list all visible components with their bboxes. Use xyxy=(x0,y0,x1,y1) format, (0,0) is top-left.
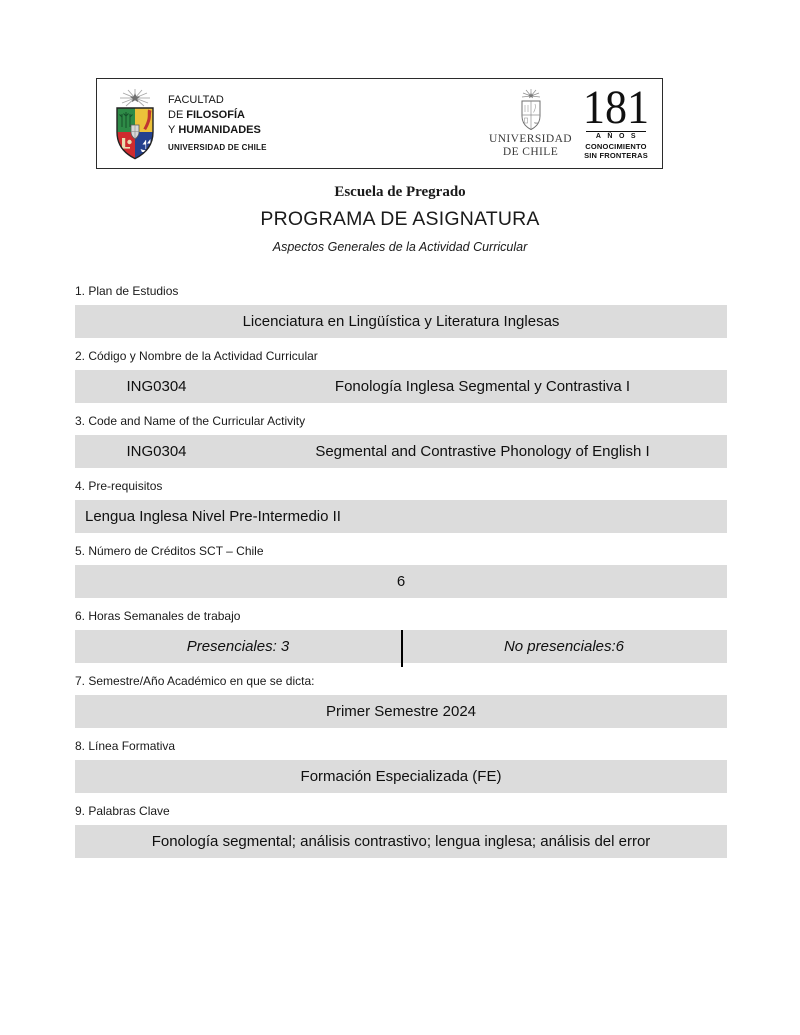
section-codigo-nombre xyxy=(75,348,727,403)
field-value-box xyxy=(75,630,727,663)
faculty-shield-icon xyxy=(111,88,159,160)
section-palabras-clave xyxy=(75,803,727,858)
field-label: 2. Código y Nombre de la Actividad Curricular xyxy=(75,349,318,363)
section-creditos xyxy=(75,543,727,598)
field-value-box xyxy=(75,370,727,403)
years-number: 181 xyxy=(582,80,650,134)
field-label: 7. Semestre/Año Académico en que se dicta: xyxy=(75,674,315,688)
faculty-name-line1: FACULTAD xyxy=(168,93,224,106)
field-label: 3. Code and Name of the Curricular Activity xyxy=(75,414,306,428)
years-label: AÑOS xyxy=(595,132,643,140)
field-label: 4. Pre-requisitos xyxy=(75,479,163,493)
form-sections xyxy=(75,283,727,868)
university-name-line2: DE CHILE xyxy=(502,146,559,158)
section-semestre xyxy=(75,673,727,728)
faculty-name-line3: Y HUMANIDADES xyxy=(168,123,261,136)
column-divider xyxy=(401,630,403,667)
university-logo xyxy=(489,80,650,160)
page-subtitle: Aspectos Generales de la Actividad Curricular xyxy=(272,240,528,254)
field-label: 8. Línea Formativa xyxy=(75,739,176,753)
years-block xyxy=(582,80,650,160)
title-block xyxy=(0,184,800,254)
hours-no-presenciales: No presenciales:6 xyxy=(503,638,625,655)
university-emblem-icon xyxy=(514,88,548,132)
field-value-box: Formación Especializada (FE) xyxy=(75,760,727,793)
section-code-name xyxy=(75,413,727,468)
field-label: 5. Número de Créditos SCT – Chile xyxy=(75,544,264,558)
field-value-box xyxy=(75,435,727,468)
faculty-logo xyxy=(111,88,267,160)
course-name: Fonología Inglesa Segmental y Contrastiva I xyxy=(334,378,631,395)
header-logo-box xyxy=(96,78,663,169)
field-value-box: Lengua Inglesa Nivel Pre-Intermedio II xyxy=(75,500,727,533)
course-code: ING0304 xyxy=(126,443,187,460)
field-label: 9. Palabras Clave xyxy=(75,804,170,818)
field-value-box: Licenciatura en Lingüística y Literatura Inglesas xyxy=(75,305,727,338)
faculty-name-line4: UNIVERSIDAD DE CHILE xyxy=(168,142,267,152)
field-label: 1. Plan de Estudios xyxy=(75,284,179,298)
field-label: 6. Horas Semanales de trabajo xyxy=(75,609,241,623)
field-value-box: 6 xyxy=(75,565,727,598)
faculty-name xyxy=(168,93,267,155)
page-title: PROGRAMA DE ASIGNATURA xyxy=(260,208,540,230)
faculty-name-line2: DE FILOSOFÍA xyxy=(168,108,245,121)
university-emblem-block xyxy=(489,88,572,159)
university-name-line1: UNIVERSIDAD xyxy=(489,132,572,145)
hours-presenciales: Presenciales: 3 xyxy=(186,638,290,655)
section-plan-de-estudios xyxy=(75,283,727,338)
tagline: CONOCIMIENTO SIN FRONTERAS xyxy=(584,141,648,160)
school-title: Escuela de Pregrado xyxy=(334,184,466,200)
course-name: Segmental and Contrastive Phonology of English I xyxy=(315,443,650,460)
section-horas-semanales xyxy=(75,608,727,663)
field-value-box: Fonología segmental; análisis contrastivo; lengua inglesa; análisis del error xyxy=(75,825,727,858)
course-code: ING0304 xyxy=(126,378,187,395)
section-linea-formativa xyxy=(75,738,727,793)
section-prerequisitos xyxy=(75,478,727,533)
field-value-box: Primer Semestre 2024 xyxy=(75,695,727,728)
